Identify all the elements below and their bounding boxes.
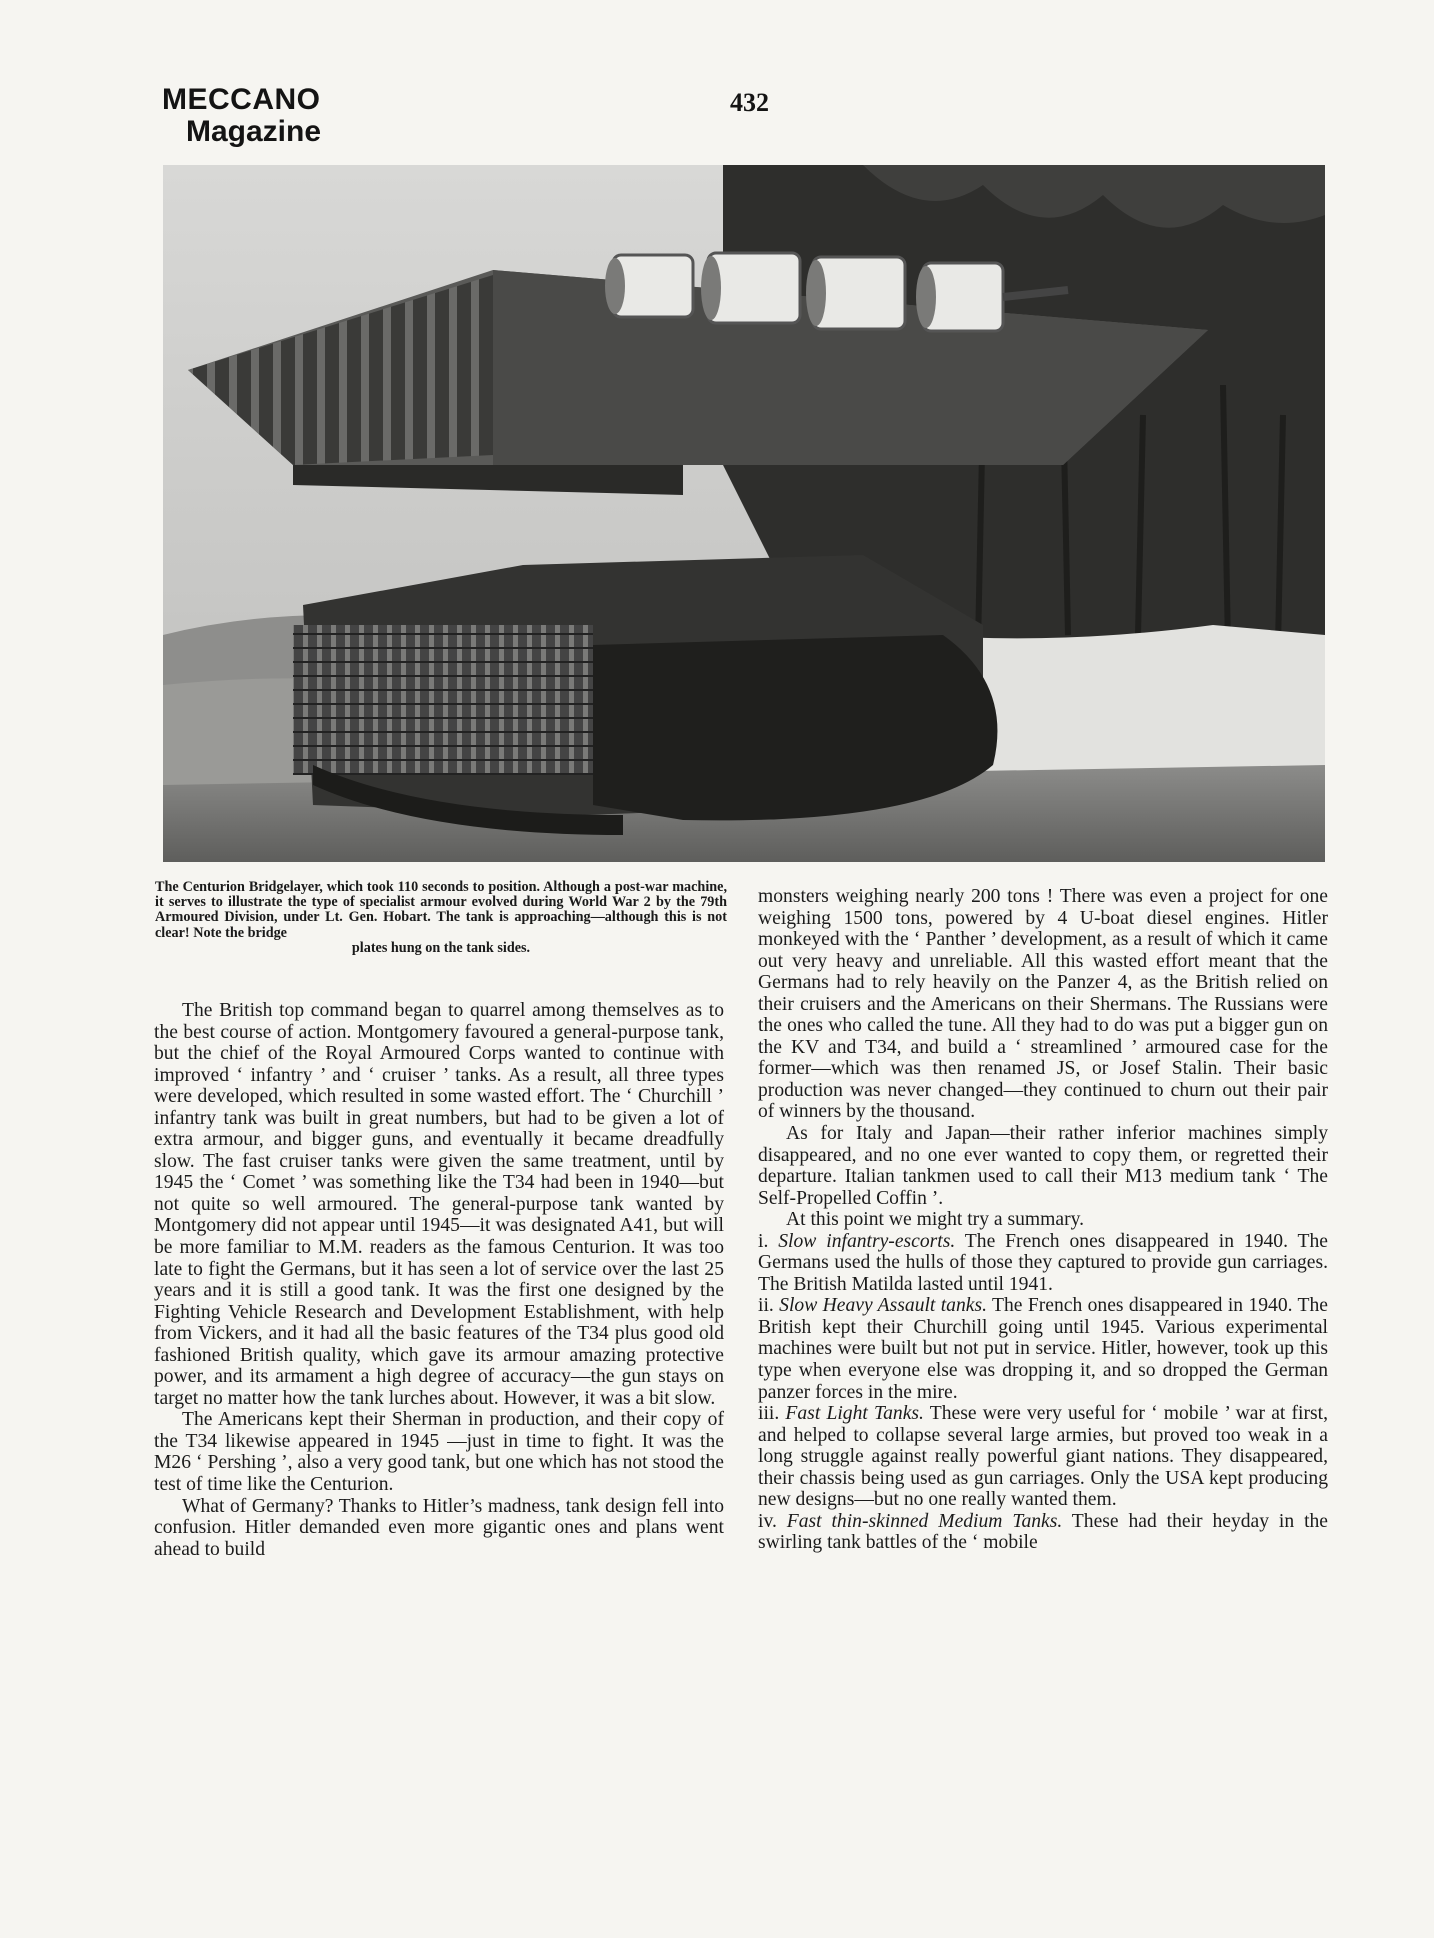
paragraph: monsters weighing nearly 200 tons ! There was even a project for one weighing 1500 tons, powered by 4 U-boat diesel engines. Hitler monkeyed with the ‘ Panther ’ development, as a result of which it came out very heavy and unreliable. All this wasted effort meant that the Germans had to rely heavily on the Panzer 4, as the British relied on their cruisers and the Americans on their Shermans. The Russians were the ones who called the tune. All they had to do was put a bigger gun on the KV and T34, and build a ‘ streamlined ’ armoured case for the former—which was then renamed JS, or Josef Stalin. Their basic production was never changed—they continued to churn out their pair of winners by the thousand. <box>758 886 1328 1123</box>
item-number: ii. <box>758 1295 780 1317</box>
paragraph: What of Germany? Thanks to Hitler’s madness, tank design fell into confusion. Hitler demanded even more gigantic ones and plans went ahead to build <box>154 1495 724 1560</box>
caption-last-line: plates hung on the tank sides. <box>351 939 531 956</box>
photo-illustration <box>163 165 1325 862</box>
item-number: i. <box>758 1230 779 1252</box>
item-text: These were very useful for ‘ mobile ’ war at first, and helped to collapse several large armies, but proved too weak in a long struggle against really powerful giant nations. They disappeared, their chassis being used as gun carriages. Only the USA kept producing new designs—but no one really wanted them. <box>758 1403 1328 1511</box>
caption-text: The Centurion Bridgelayer, which took 110 seconds to position. Although a post-war machine, it serves to illustrate the type of specialist armour evolved during World War 2 by the 79th Armoured Division, under Lt. Gen. Hobart. The tank is approaching—although this is not clear! Note the bridge <box>155 879 727 941</box>
paragraph: The Americans kept their Sherman in production, and their copy of the T34 likewise appeared in 1945 —just in time to fight. It was the M26 ‘ Pershing ’, also a very good tank, but one which has not stood the test of time like the Centurion. <box>154 1409 724 1496</box>
masthead-subtitle: Magazine <box>186 115 322 149</box>
item-text: The French ones disappeared in 1940. The British kept their Churchill going until 1945. Various experimental machines were built but not put in service. Hitler, however, took up this type when everyone else was dropping it, and so dropped the German panzer forces in the mire. <box>758 1295 1328 1403</box>
centurion-bridgelayer-photo <box>163 165 1325 862</box>
summary-item <box>758 1511 1328 1554</box>
right-column <box>758 886 1328 1554</box>
summary-item <box>758 1231 1328 1296</box>
masthead <box>162 84 321 149</box>
page-number: 432 <box>730 88 769 117</box>
paragraph: The British top command began to quarrel among themselves as to the best course of action. Montgomery favoured a general-purpose tank, but the chief of the Royal Armoured Corps wanted to continue with improved ‘ infantry ’ and ‘ cruiser ’ tanks. As a result, all three types were developed, which resulted in some wasted effort. The ‘ Churchill ’ infantry tank was built in great numbers, but had to be given a lot of extra armour, and bigger guns, and eventually it became dreadfully slow. The fast cruiser tanks were given the same treatment, until by 1945 the ‘ Comet ’ was something like the T34 had been in 1940—but not quite so well armoured. The general-purpose tank wanted by Montgomery did not appear until 1945—it was designated A41, but will be more familiar to M.M. readers as the famous Centurion. It was too late to fight the Germans, but it has seen a lot of service over the last 25 years and it is still a good tank. It was the first one designed by the Fighting Vehicle Research and Development Establishment, with help from Vickers, and it had all the basic features of the T34 plus good old fashioned British quality, which gave its armour amazing protective power, and its armament a high degree of accuracy—the gun stays on target no matter how the tank lurches about. However, it was a bit slow. <box>154 1000 724 1409</box>
left-column <box>154 1000 724 1560</box>
item-number: iii. <box>758 1403 786 1425</box>
photo-caption <box>155 880 727 956</box>
item-title: Slow Heavy Assault tanks. <box>779 1295 987 1317</box>
paragraph: As for Italy and Japan—their rather inferior machines simply disappeared, and no one ever wanted to copy them, or regretted their departure. Italian tankmen used to call their M13 medium tank ‘ The Self-Propelled Coffin ’. <box>758 1123 1328 1209</box>
item-text: The French ones disappeared in 1940. The Germans used the hulls of those they captured to provide gun carriages. The British Matilda lasted until 1941. <box>758 1230 1328 1295</box>
item-title: Slow infantry-escorts. <box>778 1230 956 1252</box>
item-text: These had their heyday in the swirling tank battles of the ‘ mobile <box>758 1510 1329 1554</box>
summary-item <box>758 1403 1328 1511</box>
item-title: Fast Light Tanks. <box>785 1403 924 1425</box>
summary-item <box>758 1295 1328 1403</box>
masthead-title: MECCANO <box>162 83 321 116</box>
paragraph: At this point we might try a summary. <box>786 1209 1085 1231</box>
item-number: iv. <box>758 1510 787 1532</box>
item-title: Fast thin-skinned Medium Tanks. <box>786 1510 1063 1532</box>
